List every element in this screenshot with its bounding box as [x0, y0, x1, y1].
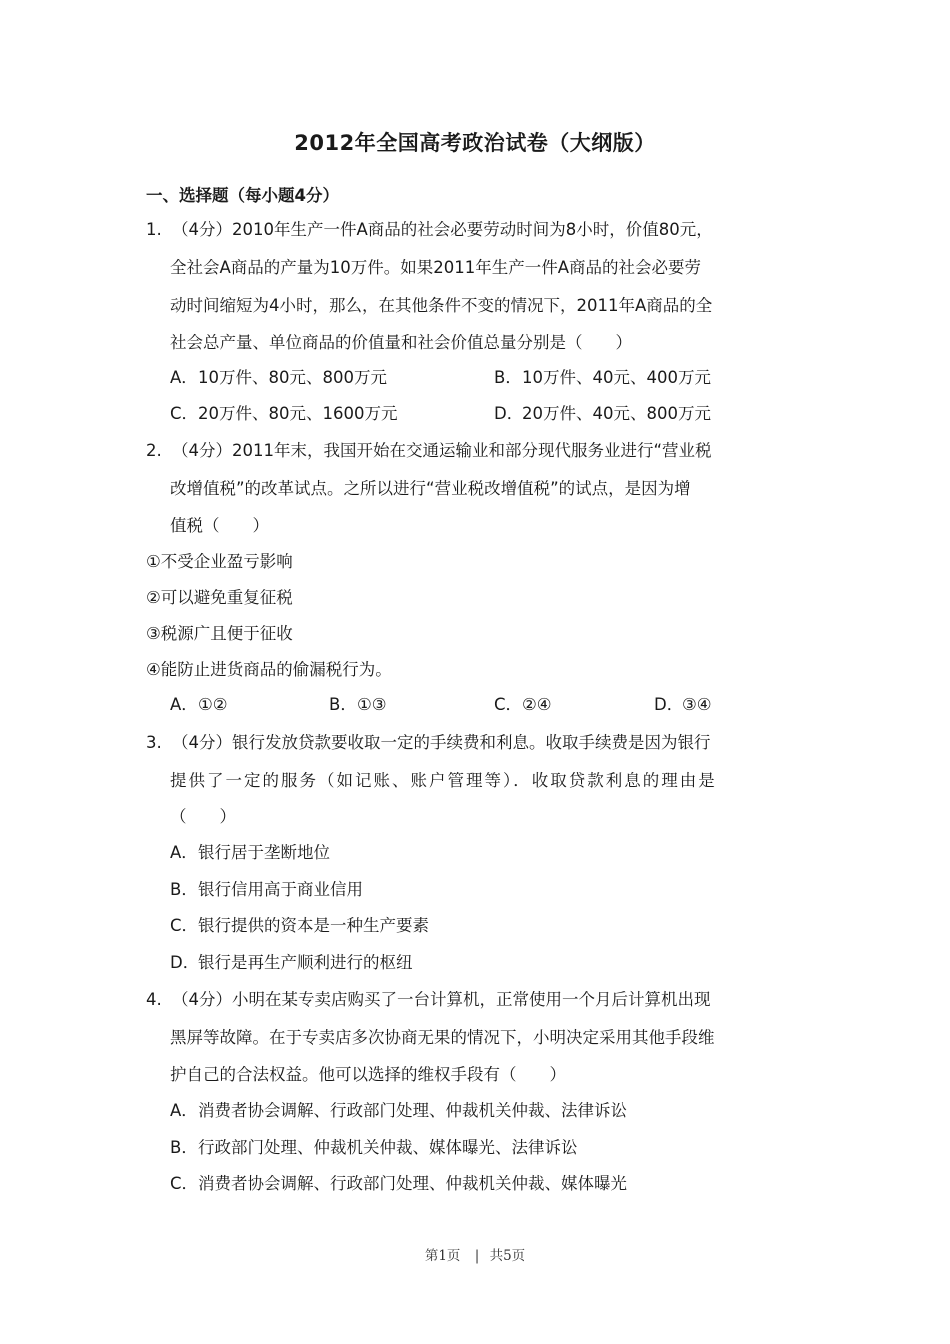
option-label: A． [170, 368, 198, 387]
option-label: A． [170, 1101, 198, 1120]
question-number: 4. [146, 990, 162, 1009]
option-text: 消费者协会调解、行政部门处理、仲裁机关仲裁、法律诉讼 [198, 1101, 627, 1120]
option-c [170, 915, 429, 937]
option-label: B． [329, 695, 357, 714]
option-d [170, 952, 413, 974]
option-d [654, 694, 712, 716]
question-text-line: （4分）2010年生产一件A商品的社会必要劳动时间为8小时，价值80元， [172, 220, 713, 239]
question-text-line: （ ） [170, 807, 236, 826]
option-text: 消费者协会调解、行政部门处理、仲裁机关仲裁、媒体曝光 [198, 1174, 627, 1193]
question-text-line: （4分）2011年末，我国开始在交通运输业和部分现代服务业进行“营业税 [172, 441, 712, 460]
option-b [494, 367, 711, 389]
option-label: D． [494, 404, 524, 423]
option-text: 20万件、80元、1600万元 [198, 404, 398, 423]
option-c [170, 403, 397, 425]
option-b [329, 694, 387, 716]
option-c [170, 1173, 627, 1195]
option-text: ③④ [682, 695, 712, 714]
question-text-line: 全社会A商品的产量为10万件。如果2011年生产一件A商品的社会必要劳 [170, 258, 702, 277]
option-label: C． [170, 1174, 199, 1193]
option-label: B． [170, 1138, 198, 1157]
option-label: C． [170, 404, 199, 423]
option-text: 20万件、40元、800万元 [522, 404, 711, 423]
option-a [170, 367, 387, 389]
option-label: C． [170, 916, 199, 935]
page-total: 共5页 [489, 1248, 526, 1264]
option-text: ①② [198, 695, 228, 714]
option-c [494, 694, 552, 716]
question-text-line: （4分）小明在某专卖店购买了一台计算机，正常使用一个月后计算机出现 [172, 990, 711, 1009]
option-d [494, 403, 711, 425]
question-text-line: 改增值税”的改革试点。之所以进行“营业税改增值税”的试点，是因为增 [170, 479, 691, 498]
statement-1: ①不受企业盈亏影响 [146, 552, 293, 571]
option-b [170, 1137, 578, 1159]
question-number: 2. [146, 441, 162, 460]
option-a [170, 842, 330, 864]
question-text-line: 黑屏等故障。在于专卖店多次协商无果的情况下，小明决定采用其他手段维 [170, 1028, 715, 1047]
question-text-line: 护自己的合法权益。他可以选择的维权手段有（ ） [170, 1065, 566, 1084]
option-label: A． [170, 843, 198, 862]
section-header: 一、选择题（每小题4分） [146, 186, 339, 205]
option-text: 银行居于垄断地位 [198, 843, 330, 862]
page-title: 2012年全国高考政治试卷（大纲版） [294, 131, 656, 155]
question-text-line: （4分）银行发放贷款要收取一定的手续费和利息。收取手续费是因为银行 [172, 733, 711, 752]
statement-4: ④能防止进货商品的偷漏税行为。 [146, 660, 392, 679]
statement-3: ③税源广且便于征收 [146, 624, 293, 643]
option-text: ①③ [357, 695, 387, 714]
question-text-line: 提供了一定的服务（如记账、账户管理等）．收取贷款利息的理由是 [170, 771, 717, 790]
option-label: C． [494, 695, 523, 714]
statement-2: ②可以避免重复征税 [146, 588, 293, 607]
option-text: 银行是再生产顺利进行的枢纽 [198, 953, 413, 972]
option-text: 银行信用高于商业信用 [198, 880, 363, 899]
option-label: B． [170, 880, 198, 899]
option-label: A． [170, 695, 198, 714]
question-number: 1. [146, 220, 162, 239]
option-label: D． [654, 695, 684, 714]
option-label: D． [170, 953, 200, 972]
option-b [170, 879, 363, 901]
footer-separator: | [474, 1248, 480, 1264]
question-text-line: 社会总产量、单位商品的价值量和社会价值总量分别是（ ） [170, 333, 632, 352]
page-number: 第1页 [424, 1248, 461, 1264]
option-text: 10万件、40元、400万元 [522, 368, 711, 387]
question-number: 3. [146, 733, 162, 752]
option-text: 银行提供的资本是一种生产要素 [198, 916, 429, 935]
option-text: 行政部门处理、仲裁机关仲裁、媒体曝光、法律诉讼 [198, 1138, 578, 1157]
page-footer [0, 1244, 950, 1264]
question-text-line: 值税（ ） [170, 516, 269, 535]
question-text-line: 动时间缩短为4小时，那么，在其他条件不变的情况下，2011年A商品的全 [170, 296, 713, 315]
option-text: 10万件、80元、800万元 [198, 368, 387, 387]
option-text: ②④ [522, 695, 552, 714]
option-a [170, 694, 228, 716]
option-a [170, 1100, 627, 1122]
option-label: B． [494, 368, 522, 387]
